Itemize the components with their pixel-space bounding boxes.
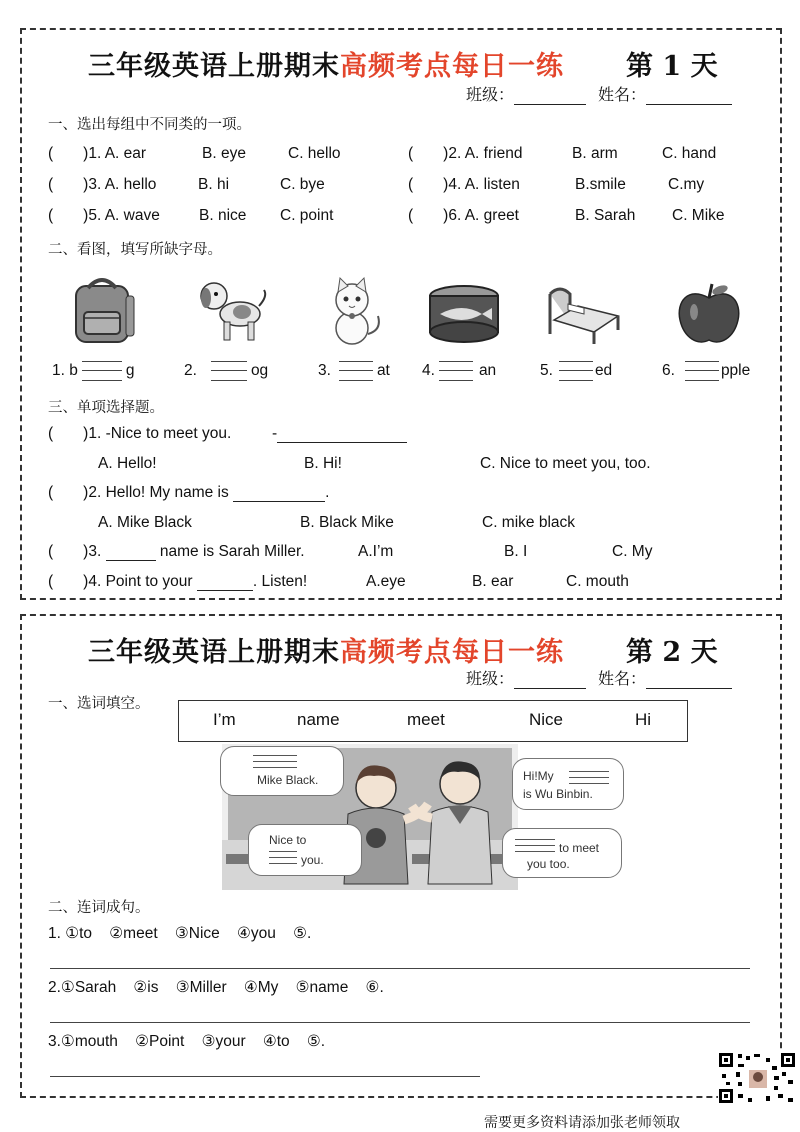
option-c: C. mouth xyxy=(566,573,629,590)
can-icon xyxy=(426,282,502,344)
bed-icon xyxy=(544,276,624,346)
option-c: C. bye xyxy=(280,176,325,193)
day1-class-field: 班级： xyxy=(466,82,586,105)
day2-day-label: 第 2 天 xyxy=(626,637,718,668)
word-bank-item: Nice xyxy=(529,710,564,729)
option-b: B. Sarah xyxy=(575,207,636,224)
option-a: A.eye xyxy=(366,573,406,590)
option-c: C. mike black xyxy=(482,514,576,531)
option-b: B. arm xyxy=(572,145,618,162)
section-heading: 三、单项选择题。 xyxy=(48,400,164,416)
option-c: C. hello xyxy=(288,145,341,162)
backpack-icon xyxy=(68,276,140,346)
bubble-text: Mike Black. xyxy=(257,773,319,787)
section-heading: 二、看图，填写所缺字母。 xyxy=(48,242,222,258)
fill-item-6: 6. pple xyxy=(662,362,751,380)
option-c: C. Mike xyxy=(672,207,725,224)
fill-item-2: 2. og xyxy=(184,362,269,380)
speech-bubble-3 xyxy=(248,824,362,876)
speech-bubble-2 xyxy=(512,758,624,810)
section-heading: 一、选词填空。 xyxy=(48,696,150,712)
option-b: B. Hi! xyxy=(304,455,342,472)
question-row: ( )5. A. wave xyxy=(48,207,160,224)
option-b: B. nice xyxy=(199,207,247,224)
mc-question-1: ( )1. -Nice to meet you. xyxy=(48,425,232,442)
bubble-text: Nice to xyxy=(269,833,307,847)
apple-icon xyxy=(674,280,744,346)
mc-question-3: ( )3. name is Sarah Miller. xyxy=(48,543,305,560)
option-b: B. ear xyxy=(472,573,514,590)
option-a: A. Mike Black xyxy=(98,514,192,531)
option-c: C. My xyxy=(612,543,653,560)
day2-worksheet xyxy=(20,614,782,1098)
option-c: C.my xyxy=(668,176,705,193)
sentence-item-3: 3.①mouth ②Point ③your ④to ⑤. xyxy=(48,1033,326,1050)
option-b: B. eye xyxy=(202,145,246,162)
section-heading: 二、连词成句。 xyxy=(48,900,150,916)
qr-code-icon xyxy=(718,1052,796,1104)
option-c: C. hand xyxy=(662,145,717,162)
option-a: A. Hello! xyxy=(98,455,157,472)
option-b: B.smile xyxy=(575,176,626,193)
word-bank-item: meet xyxy=(407,710,445,729)
day2-title: 三年级英语上册期末高频考点每日一练 xyxy=(88,637,564,668)
fill-item-1: 1. b g xyxy=(52,362,135,380)
question-row: ( )3. A. hello xyxy=(48,176,157,193)
bubble-text: you too. xyxy=(527,857,570,871)
bubble-text: to meet xyxy=(559,841,600,855)
word-bank-item: I’m xyxy=(213,710,236,729)
option-b: B. Black Mike xyxy=(300,514,394,531)
mc-question-4: ( )4. Point to your . Listen! xyxy=(48,573,308,590)
option-b: B. hi xyxy=(198,176,230,193)
day2-name-field: 姓名： xyxy=(598,666,732,689)
word-bank-item: Hi xyxy=(635,710,652,729)
question-row: ( )6. A. greet xyxy=(408,207,519,224)
option-c: C. Nice to meet you, too. xyxy=(480,455,651,472)
bubble-text: you. xyxy=(301,853,324,867)
section-heading: 一、选出每组中不同类的一项。 xyxy=(48,117,251,133)
fill-item-4: 4. an xyxy=(422,362,497,380)
cat-icon xyxy=(320,274,386,348)
day2-class-field: 班级： xyxy=(466,666,586,689)
question-row: ( )1. A. ear xyxy=(48,145,147,162)
option-a: A.I’m xyxy=(358,543,394,560)
answer-line xyxy=(50,1076,480,1077)
option-c: C. point xyxy=(280,207,334,224)
word-bank xyxy=(178,700,688,742)
footer-note: 需要更多资料请添加张老师领取 xyxy=(484,1115,680,1131)
answer-blank: - xyxy=(272,425,407,443)
answer-line xyxy=(50,968,750,969)
fill-item-5: 5. ed xyxy=(540,362,613,380)
bubble-text: is Wu Binbin. xyxy=(523,787,593,801)
day1-name-field: 姓名： xyxy=(598,82,732,105)
option-b: B. I xyxy=(504,543,528,560)
question-row: ( )2. A. friend xyxy=(408,145,523,162)
speech-bubble-1 xyxy=(220,746,344,796)
day1-day-label: 第 1 天 xyxy=(626,51,718,82)
day1-title: 三年级英语上册期末高频考点每日一练 xyxy=(88,51,564,82)
sentence-item-2: 2.①Sarah ②is ③Miller ④My ⑤name ⑥. xyxy=(48,979,384,996)
fill-item-3: 3. at xyxy=(318,362,390,380)
answer-line xyxy=(50,1022,750,1023)
word-bank-item: name xyxy=(297,710,340,729)
dog-icon xyxy=(192,276,270,346)
sentence-item-1: 1. ①to ②meet ③Nice ④you ⑤. xyxy=(48,925,312,942)
question-row: ( )4. A. listen xyxy=(408,176,520,193)
speech-bubble-4 xyxy=(502,828,622,878)
day1-worksheet xyxy=(20,28,782,600)
bubble-text: Hi!My xyxy=(523,769,554,783)
mc-question-2: ( )2. Hello! My name is . xyxy=(48,484,330,501)
